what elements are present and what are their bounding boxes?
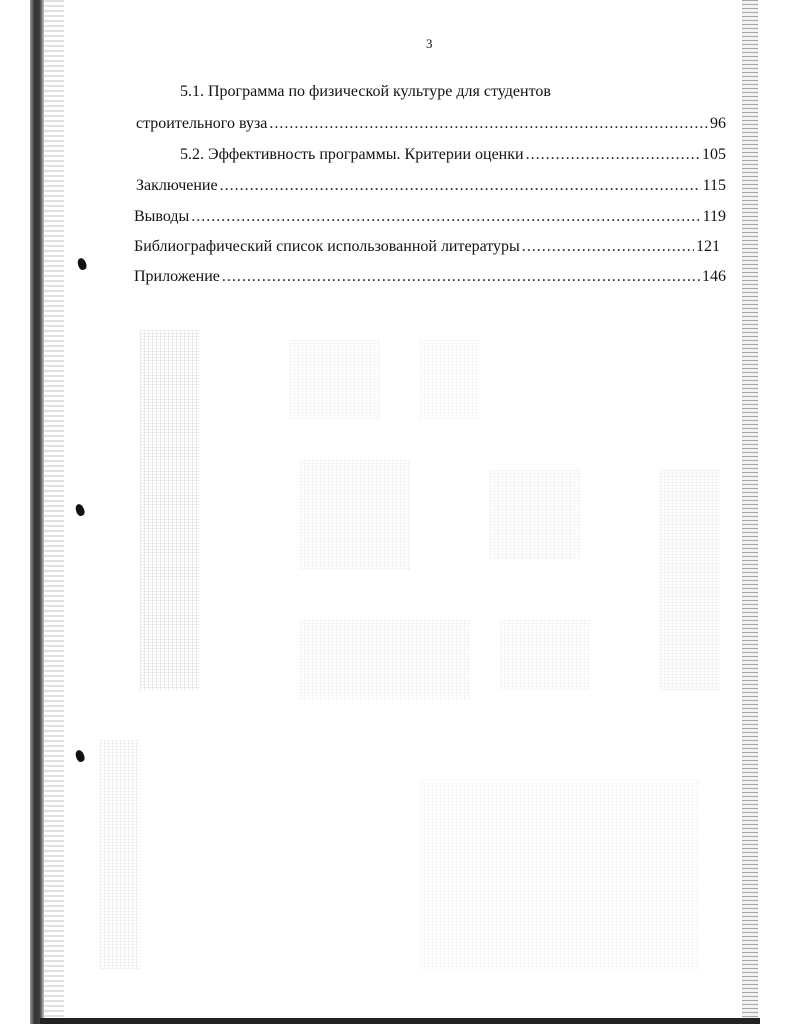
toc-leader [269,114,708,134]
scan-noise-center-1 [290,340,380,420]
toc-leader [222,267,700,287]
scan-left-edge [30,0,44,1024]
toc-entry-5-1-title: 5.1. Программа по физической культуре для студентов [180,83,551,100]
toc-entry-findings-title: Выводы [134,208,190,225]
toc-entry-findings-page: 119 [702,208,726,225]
toc-leader [220,176,701,196]
toc-leader [191,207,700,227]
scan-noise-center-6 [500,620,590,690]
scan-noise-left [140,330,200,690]
scan-noise-center-5 [300,620,470,700]
toc-entry-5-1-page: 96 [710,115,726,132]
scan-noise-center-4 [490,470,580,560]
toc-entry-conclusion-page: 115 [702,177,726,194]
scan-noise-left-lower [100,740,140,970]
toc-entry-bibliography [134,237,720,257]
page-number: 3 [426,36,433,51]
toc-entry-5-2-page: 105 [702,146,726,163]
toc-entry-conclusion-title: Заключение [136,177,218,194]
toc-entry-5-1-title-cont: строительного вуза [136,115,268,132]
toc-entry-conclusion [136,176,726,196]
toc-leader [522,237,694,257]
scan-speck-2 [74,503,86,517]
toc-entry-5-1 [136,114,726,134]
toc-entry-bibliography-title: Библиографический список использованной литературы [134,238,520,255]
toc-entry-appendix-title: Приложение [134,268,220,285]
scan-noise-center-2 [420,340,480,420]
scan-speck-3 [74,749,86,763]
toc-entry-5-2-title: 5.2. Эффективность программы. Критерии оценки [180,146,524,163]
scan-speck-1 [76,257,88,271]
toc-entry-appendix [134,267,726,287]
toc-leader [526,145,700,165]
toc-entry-bibliography-page: 121 [696,238,720,255]
scan-right-edge [742,0,758,1024]
scan-noise-center-3 [300,460,410,570]
toc-entry-appendix-page: 146 [702,268,726,285]
toc-entry-findings [134,207,726,227]
scan-left-shadow [44,0,64,1024]
toc-entry-5-2 [180,145,726,165]
scan-noise-right [660,470,720,690]
scan-bottom-edge [40,1018,760,1024]
scan-noise-bottom [420,780,700,970]
